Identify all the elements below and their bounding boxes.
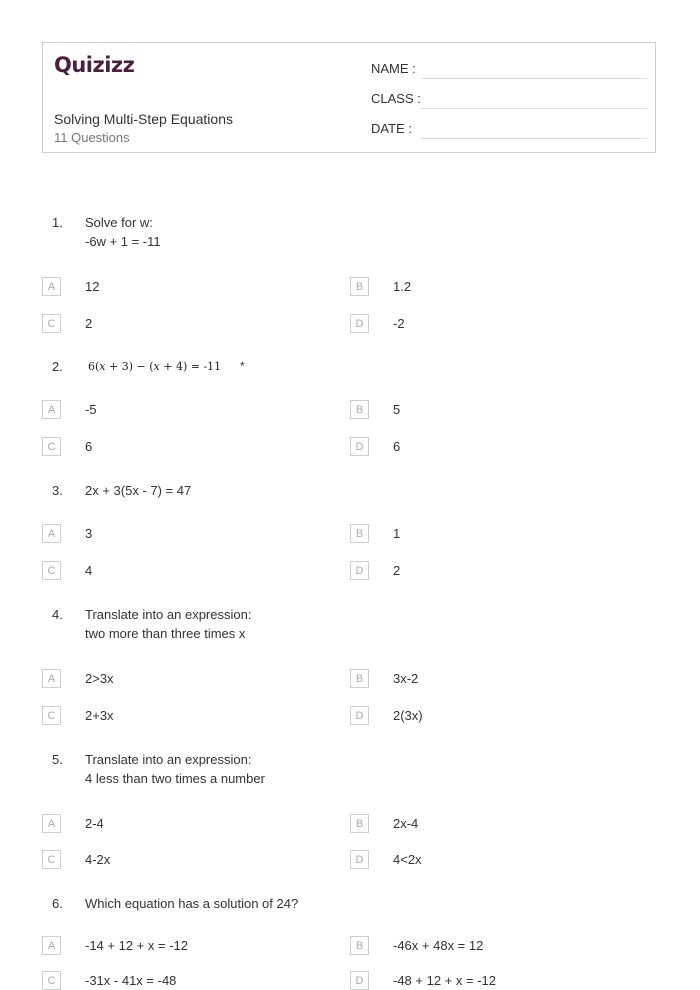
question-line: two more than three times x — [85, 626, 246, 641]
question-text — [85, 750, 265, 788]
option-c-box[interactable]: C — [42, 971, 61, 990]
option-a-text: 2-4 — [85, 816, 104, 831]
option-d-text: -2 — [393, 316, 405, 331]
option-a-box[interactable]: A — [42, 400, 61, 419]
option-c-text: 2+3x — [85, 708, 114, 723]
option-a-box[interactable]: A — [42, 936, 61, 955]
option-b-text: 1 — [393, 526, 401, 541]
name-line — [421, 78, 647, 79]
option-d-box[interactable]: D — [350, 314, 369, 333]
option-c-text: -31x - 41x = -48 — [85, 973, 177, 988]
question-text — [85, 894, 298, 913]
option-b-box[interactable]: B — [350, 524, 369, 543]
class-label: CLASS : — [371, 91, 421, 106]
option-c-text: 4-2x — [85, 852, 111, 867]
option-d-box[interactable]: D — [350, 850, 369, 869]
option-c-text: 4 — [85, 563, 93, 578]
question-number: 6. — [52, 896, 63, 911]
quizizz-logo: Quizizz — [54, 53, 135, 77]
question-line: 2x + 3(5x - 7) = 47 — [85, 483, 192, 498]
name-label: NAME : — [371, 61, 416, 76]
option-b-text: 5 — [393, 402, 401, 417]
option-b-box[interactable]: B — [350, 936, 369, 955]
option-a-box[interactable]: A — [42, 669, 61, 688]
question-line: Which equation has a solution of 24? — [85, 896, 299, 911]
option-b-box[interactable]: B — [350, 277, 369, 296]
option-a-text: 3 — [85, 526, 93, 541]
option-d-box[interactable]: D — [350, 561, 369, 580]
question-number: 5. — [52, 752, 63, 767]
option-d-text: -48 + 12 + x = -12 — [393, 973, 496, 988]
question-number: 1. — [52, 215, 63, 230]
question-line: -6w + 1 = -11 — [85, 234, 161, 249]
option-b-text: 2x-4 — [393, 816, 419, 831]
question-count: 11 Questions — [54, 130, 130, 145]
option-b-box[interactable]: B — [350, 669, 369, 688]
option-b-box[interactable]: B — [350, 400, 369, 419]
option-a-text: -5 — [85, 402, 97, 417]
question-line: Solve for w: — [85, 215, 153, 230]
required-star: * — [240, 359, 245, 373]
option-d-box[interactable]: D — [350, 971, 369, 990]
option-b-text: 3x-2 — [393, 671, 419, 686]
option-a-box[interactable]: A — [42, 814, 61, 833]
option-c-text: 6 — [85, 439, 93, 454]
date-label: DATE : — [371, 121, 412, 136]
option-a-text: 2>3x — [85, 671, 114, 686]
option-c-box[interactable]: C — [42, 850, 61, 869]
question-number: 3. — [52, 483, 63, 498]
option-c-box[interactable]: C — [42, 706, 61, 725]
question-equation: 6(x + 3) − (x + 4) = -11 — [88, 360, 222, 373]
option-b-text: 1.2 — [393, 279, 412, 294]
option-d-box[interactable]: D — [350, 706, 369, 725]
option-d-text: 2(3x) — [393, 708, 423, 723]
worksheet-header — [42, 42, 656, 153]
question-text — [85, 605, 251, 643]
question-line: Translate into an expression: — [85, 607, 252, 622]
option-d-text: 6 — [393, 439, 401, 454]
option-d-text: 2 — [393, 563, 401, 578]
option-a-box[interactable]: A — [42, 524, 61, 543]
question-number: 4. — [52, 607, 63, 622]
option-c-text: 2 — [85, 316, 93, 331]
date-line — [421, 138, 647, 139]
question-number: 2. — [52, 359, 63, 374]
option-b-text: -46x + 48x = 12 — [393, 938, 484, 953]
option-c-box[interactable]: C — [42, 561, 61, 580]
option-a-text: -14 + 12 + x = -12 — [85, 938, 188, 953]
question-text — [85, 481, 191, 500]
option-b-box[interactable]: B — [350, 814, 369, 833]
option-c-box[interactable]: C — [42, 437, 61, 456]
option-c-box[interactable]: C — [42, 314, 61, 333]
option-a-box[interactable]: A — [42, 277, 61, 296]
question-text — [85, 213, 161, 251]
class-line — [421, 108, 647, 109]
question-line: Translate into an expression: — [85, 752, 252, 767]
option-d-text: 4<2x — [393, 852, 422, 867]
option-a-text: 12 — [85, 279, 100, 294]
worksheet-title: Solving Multi-Step Equations — [54, 111, 233, 127]
option-d-box[interactable]: D — [350, 437, 369, 456]
question-line: 4 less than two times a number — [85, 771, 265, 786]
